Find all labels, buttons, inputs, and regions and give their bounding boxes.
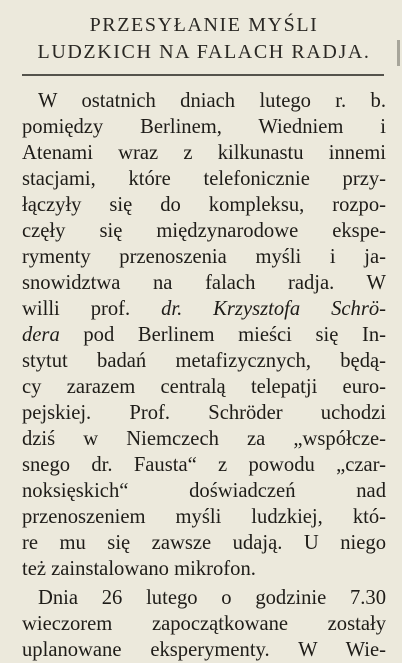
- body-line: snowidztwa na falach radja. W: [22, 272, 386, 294]
- body-line: [22, 322, 386, 348]
- body-text: willi prof.: [22, 298, 162, 320]
- body-line: pomiędzy Berlinem, Wiedniem i: [22, 116, 386, 138]
- article-body: [22, 88, 386, 663]
- page-edge-mark: [397, 40, 400, 66]
- article-headline: [22, 12, 386, 66]
- body-line: cy zarazem centralą telepatji euro-: [22, 376, 386, 398]
- emphasized-name: dera: [22, 324, 60, 346]
- body-line: rymenty przenoszenia myśli i ja-: [22, 246, 386, 268]
- body-line: Atenami wraz z kilkunastu innemi: [22, 142, 386, 164]
- body-line: snego dr. Fausta“ z powodu „czar-: [22, 454, 386, 476]
- body-line: łączyły się do kompleksu, rozpo-: [22, 194, 386, 216]
- body-line: pejskiej. Prof. Schröder uchodzi: [22, 402, 386, 424]
- body-line: stytut badań metafizycznych, będą-: [22, 350, 386, 372]
- body-line: częły się międzynarodowe ekspe-: [22, 220, 386, 242]
- body-line: wieczorem zapoczątkowane zostały: [22, 613, 386, 635]
- body-line: stacjami, które telefonicznie przy-: [22, 168, 386, 190]
- headline-divider: [22, 74, 384, 76]
- body-text: pod Berlinem mieści się In-: [59, 324, 386, 346]
- body-line: przenoszeniem myśli ludzkiej, któ-: [22, 506, 386, 528]
- body-line: też zainstalowano mikrofon.: [22, 558, 256, 580]
- body-line: noksięskich“ doświadczeń nad: [22, 480, 386, 502]
- body-line: re mu się zawsze udają. U niego: [22, 532, 386, 554]
- headline-line-1: PRZESYŁANIE MYŚLI: [89, 14, 319, 36]
- emphasized-name: dr. Krzysztofa Schrö-: [161, 298, 386, 320]
- body-line: W ostatnich dniach lutego r. b.: [38, 90, 386, 112]
- body-line: uplanowane eksperymenty. W Wie-: [22, 639, 386, 661]
- body-line: Dnia 26 lutego o godzinie 7.30: [38, 587, 386, 609]
- headline-line-2: LUDZKICH NA FALACH RADJA.: [37, 41, 371, 63]
- body-line: dziś w Niemczech za „współcze-: [22, 428, 386, 450]
- body-line: [22, 296, 386, 322]
